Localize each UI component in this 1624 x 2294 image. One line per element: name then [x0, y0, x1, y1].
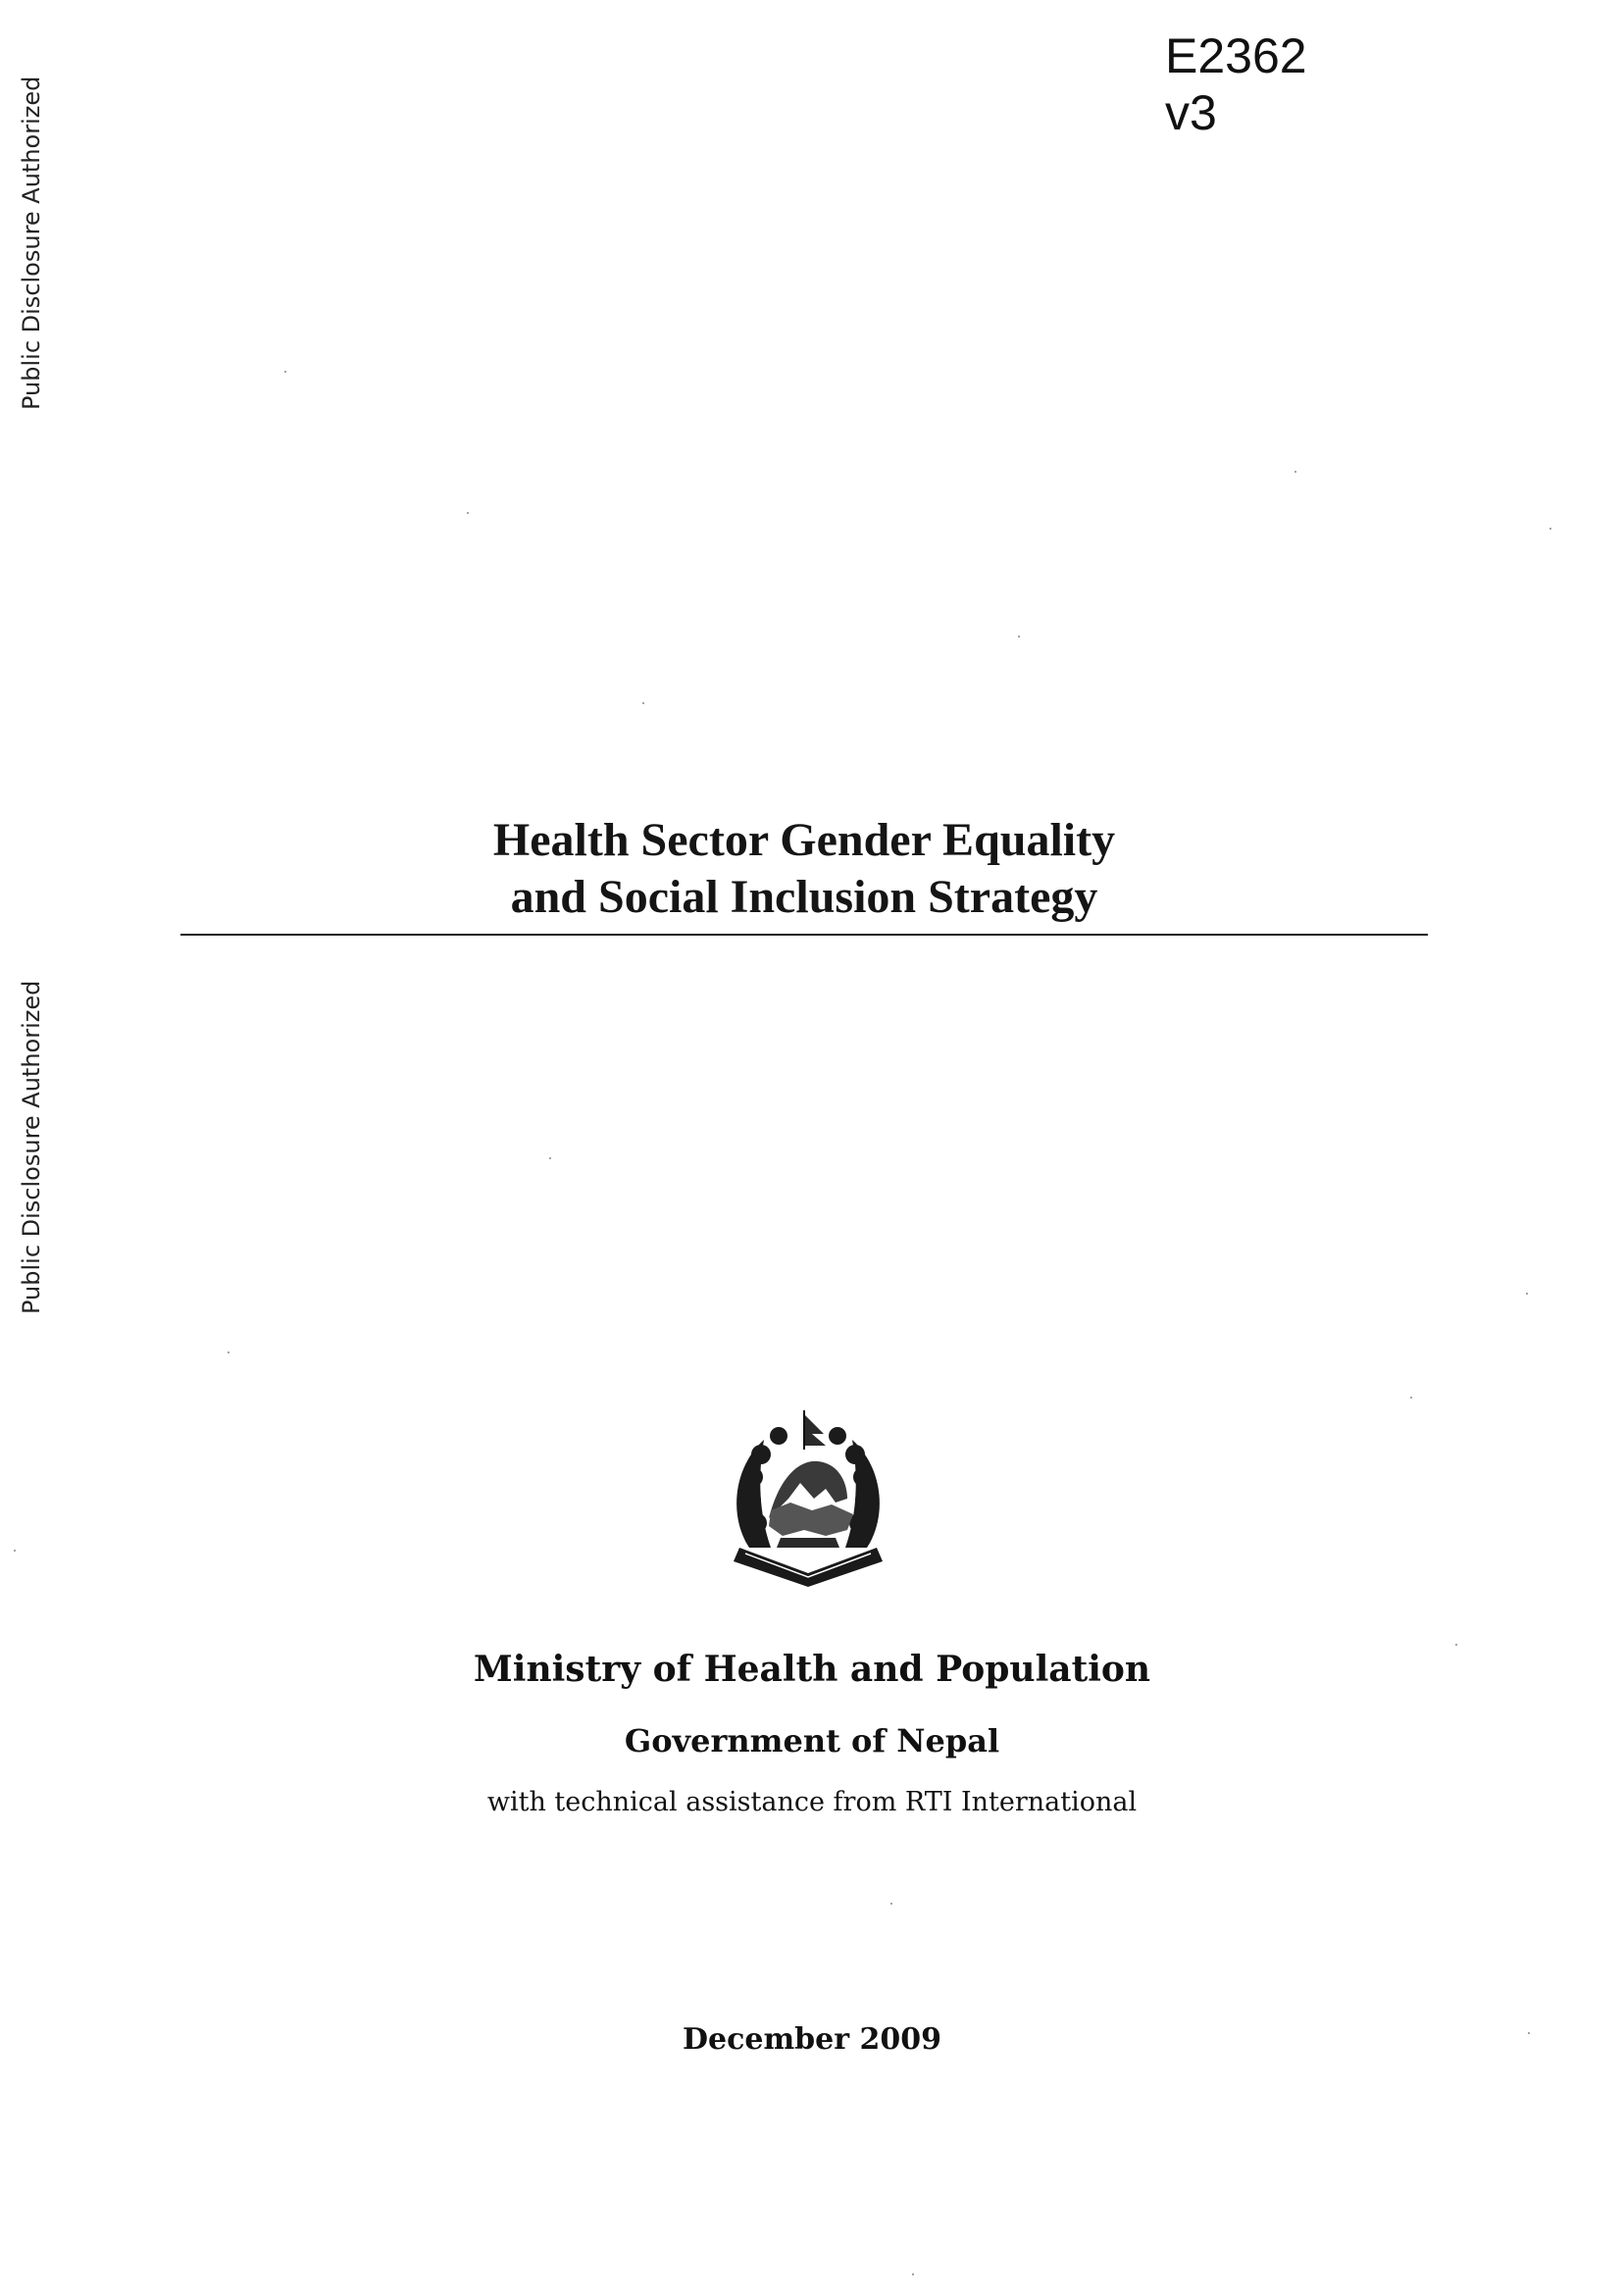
technical-assistance-note: with technical assistance from RTI International [486, 1787, 1138, 1817]
document-id [1165, 27, 1307, 141]
document-id-number: E2362 [1165, 28, 1307, 83]
scan-speck [1455, 1644, 1457, 1646]
document-id-version: v3 [1165, 85, 1217, 140]
scan-speck [1528, 2032, 1530, 2034]
title-divider [180, 934, 1428, 936]
scan-speck [14, 1550, 16, 1552]
scan-speck [642, 702, 644, 704]
scan-speck [228, 1351, 229, 1353]
publication-date: December 2009 [682, 2022, 941, 2057]
scan-speck [912, 2273, 914, 2275]
scan-speck [890, 1903, 892, 1905]
ministry-name: Ministry of Health and Population [473, 1649, 1151, 1690]
title-line-2: and Social Inclusion Strategy [510, 871, 1098, 923]
side-label-public-disclosure-top: Public Disclosure Authorized [18, 76, 45, 410]
nepal-emblem-icon [710, 1401, 906, 1597]
title-line-1: Health Sector Gender Equality [492, 814, 1116, 866]
scan-speck [549, 1157, 551, 1159]
scan-speck [1526, 1293, 1528, 1295]
scan-speck [1549, 528, 1551, 530]
scan-speck [1018, 636, 1020, 637]
side-label-public-disclosure-bottom: Public Disclosure Authorized [18, 980, 45, 1314]
government-name: Government of Nepal [624, 1722, 1000, 1759]
scan-speck [284, 371, 286, 373]
scan-speck [1410, 1397, 1412, 1399]
document-title [431, 812, 1177, 926]
scan-speck [1294, 471, 1296, 473]
scan-speck [467, 512, 469, 514]
